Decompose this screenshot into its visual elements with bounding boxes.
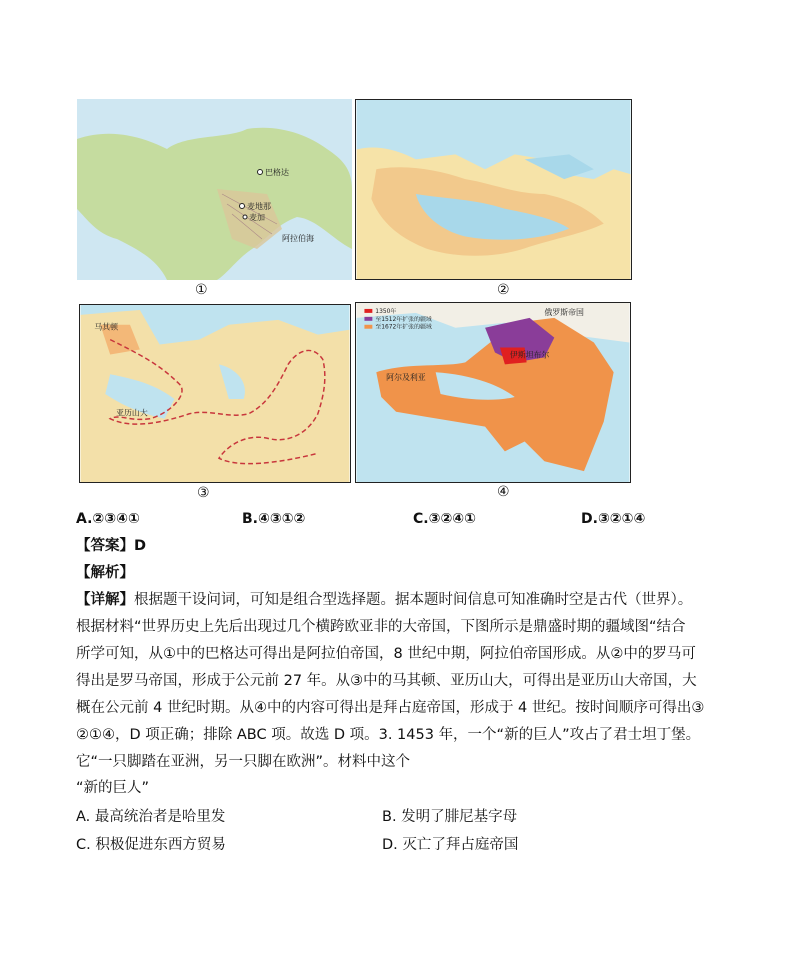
analysis-tag: 【解析】	[76, 565, 134, 581]
choice-b[interactable]: B. 发明了腓尼基字母	[382, 809, 518, 825]
option-d[interactable]: D.③②①④	[581, 511, 646, 527]
map-4-caption: ④	[497, 484, 510, 500]
label-istanbul: 伊斯坦布尔	[509, 350, 550, 360]
answer-tag: 【答案】	[76, 538, 134, 554]
label-algeria: 阿尔及利亚	[386, 373, 426, 383]
map-1-caption: ①	[195, 282, 208, 298]
map-2-caption: ②	[497, 282, 510, 298]
analysis-line	[76, 563, 134, 583]
legend-1512: 至1512年扩张的疆域	[375, 315, 432, 323]
label-mecca: 麦加	[249, 213, 265, 222]
answer-value: D	[134, 538, 147, 554]
answer-line	[76, 536, 146, 556]
choice-d[interactable]: D. 灭亡了拜占庭帝国	[382, 837, 519, 853]
detail-line-1	[76, 590, 692, 610]
detail-line-3: 所学可知，从①中的巴格达可得出是阿拉伯帝国，8 世纪中期，阿拉伯帝国形成。从②中的罗马可	[76, 646, 696, 662]
map-3-caption: ③	[197, 485, 210, 501]
option-a[interactable]: A.②③④①	[76, 511, 140, 527]
label-medina: 麦地那	[247, 202, 271, 211]
detail-line-2: 根据材料“世界历史上先后出现过几个横跨欧亚非的大帝国，下图所示是鼎盛时期的疆域图“结合	[76, 619, 686, 635]
label-arabian-sea: 阿拉伯海	[282, 234, 314, 243]
label-baghdad: 巴格达	[265, 168, 289, 177]
detail-text-1: 根据题干设问词，可知是组合型选择题。据本题时间信息可知准确时空是古代（世界）。	[134, 592, 693, 608]
map-3-graphic	[80, 305, 350, 482]
legend-1350: 1350年	[375, 307, 397, 315]
map-2-graphic	[356, 100, 631, 279]
detail-line-7: 它“一只脚踏在亚洲，另一只脚在欧洲”。材料中这个	[76, 754, 411, 770]
detail-tag: 【详解】	[76, 592, 134, 608]
map-4-graphic	[356, 303, 630, 482]
map-ottoman-empire	[355, 302, 631, 483]
map-arab-empire	[77, 99, 352, 280]
map-alexander-empire	[79, 304, 351, 483]
option-b[interactable]: B.④③①②	[242, 511, 306, 527]
detail-line-4: 得出是罗马帝国，形成于公元前 27 年。从③中的马其顿、亚历山大，可得出是亚历山大帝国，大	[76, 673, 697, 689]
legend-1672: 至1672年扩张的疆域	[375, 323, 432, 331]
map-roman-empire	[355, 99, 632, 280]
detail-line-5: 概在公元前 4 世纪时期。从④中的内容可得出是拜占庭帝国，形成于 4 世纪。按时间顺序可得出③	[76, 700, 705, 716]
choice-c[interactable]: C. 积极促进东西方贸易	[76, 837, 226, 853]
option-c[interactable]: C.③②④①	[413, 511, 477, 527]
choice-a[interactable]: A. 最高统治者是哈里发	[76, 809, 226, 825]
label-alexandria: 亚历山大	[116, 408, 148, 418]
label-russia: 俄罗斯帝国	[544, 307, 584, 317]
label-macedonia: 马其顿	[94, 322, 119, 332]
map-1-graphic	[77, 99, 352, 280]
detail-quote: “新的巨人”	[76, 780, 150, 796]
detail-line-6: ②①④，D 项正确；排除 ABC 项。故选 D 项。3. 1453 年，一个“新的巨人”攻占了君士坦丁堡。	[76, 727, 701, 743]
